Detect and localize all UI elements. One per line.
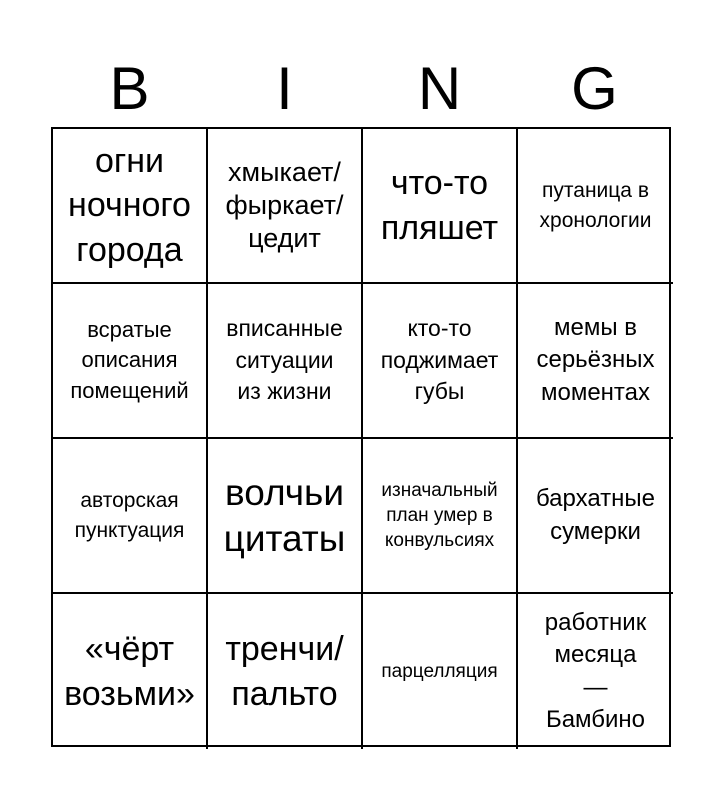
- bingo-cell[interactable]: авторская пунктуация: [53, 439, 208, 594]
- bingo-header: [52, 50, 672, 128]
- header-letter-n: N: [417, 55, 462, 122]
- bingo-cell[interactable]: тренчи/ пальто: [208, 594, 363, 749]
- bingo-cell[interactable]: волчьи цитаты: [208, 439, 363, 594]
- bingo-cell[interactable]: всратые описания помещений: [53, 284, 208, 439]
- bingo-cell[interactable]: работник месяца — Бамбино: [544, 608, 647, 733]
- bingo-cell[interactable]: хмыкает/ фыркает/ цедит: [208, 129, 363, 284]
- bingo-cell[interactable]: вписанные ситуации из жизни: [208, 284, 363, 439]
- header-letter-b: B: [109, 55, 150, 122]
- bingo-cell[interactable]: путаница в хронологии: [518, 129, 673, 284]
- bingo-cell[interactable]: мемы в серьёзных моментах: [518, 284, 673, 439]
- bingo-cell[interactable]: «чёрт возьми»: [53, 594, 208, 749]
- bingo-grid: [51, 127, 671, 747]
- bingo-cell[interactable]: кто-то поджимает губы: [363, 284, 518, 439]
- bingo-cell[interactable]: бархатные сумерки: [518, 439, 673, 594]
- bingo-cell[interactable]: изначальный план умер в конвульсиях: [363, 439, 518, 594]
- bingo-cell[interactable]: огни ночного города: [53, 129, 208, 284]
- header-letter-g: G: [571, 55, 618, 122]
- header-letter-i: I: [276, 55, 293, 122]
- bingo-cell[interactable]: что-то пляшет: [363, 129, 518, 284]
- bingo-cell[interactable]: парцелляция: [363, 594, 518, 749]
